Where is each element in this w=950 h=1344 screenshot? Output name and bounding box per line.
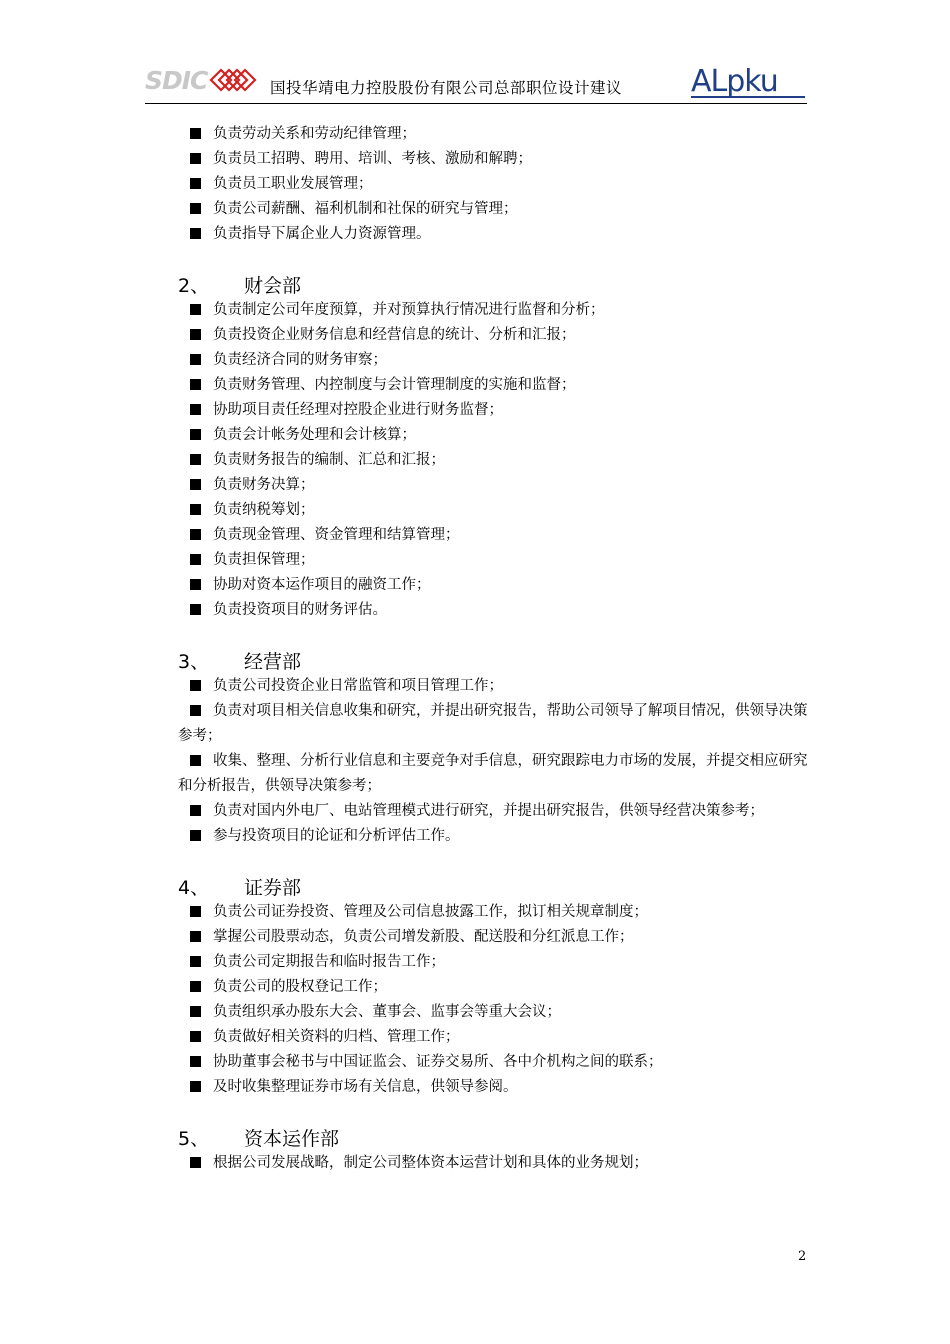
- square-bullet-icon: [190, 755, 201, 766]
- section-list: [178, 900, 810, 1100]
- section-number: 3、: [178, 651, 210, 673]
- list-item: [178, 373, 810, 398]
- section-list: [178, 1151, 810, 1176]
- list-item: [178, 398, 810, 423]
- list-item-text: 负责担保管理；: [213, 552, 315, 568]
- list-item: [178, 222, 810, 247]
- section-number: 4、: [178, 877, 210, 899]
- list-item: [178, 1025, 810, 1050]
- list-item: [178, 197, 810, 222]
- list-item: [178, 122, 810, 147]
- list-item-text: 负责组织承办股东大会、董事会、监事会等重大会议；: [213, 1004, 561, 1020]
- list-item-text: 负责指导下属企业人力资源管理。: [213, 226, 431, 242]
- list-item-text: 负责投资项目的财务评估。: [213, 602, 387, 618]
- square-bullet-icon: [190, 153, 201, 164]
- document-body: [178, 122, 810, 1176]
- list-item-text: 参与投资项目的论证和分析评估工作。: [213, 828, 460, 844]
- list-item: [178, 498, 810, 523]
- square-bullet-icon: [190, 680, 201, 691]
- list-item: [178, 172, 810, 197]
- square-bullet-icon: [190, 479, 201, 490]
- intro-list: [178, 122, 810, 247]
- list-item: [178, 423, 810, 448]
- list-item-text: 负责会计帐务处理和会计核算；: [213, 427, 416, 443]
- sdic-logo-text: SDIC: [145, 66, 208, 95]
- header-rule: [145, 103, 807, 104]
- square-bullet-icon: [190, 981, 201, 992]
- list-item-text: 负责公司薪酬、福利机制和社保的研究与管理；: [213, 201, 518, 217]
- list-item: [178, 950, 810, 975]
- list-item-text: 负责公司定期报告和临时报告工作；: [213, 954, 445, 970]
- sdic-diamond-icon: [207, 66, 257, 94]
- list-item-text: 负责对项目相关信息收集和研究，并提出研究报告，帮助公司领导了解项目情况，供领导决策参考；: [178, 703, 808, 744]
- list-item: [178, 448, 810, 473]
- square-bullet-icon: [190, 329, 201, 340]
- square-bullet-icon: [190, 830, 201, 841]
- square-bullet-icon: [190, 354, 201, 365]
- list-item-text: 负责现金管理、资金管理和结算管理；: [213, 527, 460, 543]
- list-item-text: 负责员工职业发展管理；: [213, 176, 373, 192]
- square-bullet-icon: [190, 178, 201, 189]
- list-item: [178, 1151, 810, 1176]
- square-bullet-icon: [190, 705, 201, 716]
- square-bullet-icon: [190, 579, 201, 590]
- section-list: [178, 298, 810, 623]
- square-bullet-icon: [190, 529, 201, 540]
- list-item: [178, 1050, 810, 1075]
- square-bullet-icon: [190, 1157, 201, 1168]
- list-item: [178, 548, 810, 573]
- list-item: [178, 573, 810, 598]
- list-item: [178, 348, 810, 373]
- list-item: [178, 323, 810, 348]
- list-item-text: 负责财务决算；: [213, 477, 315, 493]
- section-title: 财会部: [244, 275, 302, 297]
- list-item-text: 负责公司的股权登记工作；: [213, 979, 387, 995]
- list-item: [178, 699, 810, 749]
- list-item: [178, 799, 810, 824]
- square-bullet-icon: [190, 554, 201, 565]
- list-item: [178, 925, 810, 950]
- list-item-text: 负责公司投资企业日常监管和项目管理工作；: [213, 678, 503, 694]
- square-bullet-icon: [190, 228, 201, 239]
- list-item-text: 及时收集整理证券市场有关信息，供领导参阅。: [213, 1079, 518, 1095]
- square-bullet-icon: [190, 454, 201, 465]
- square-bullet-icon: [190, 379, 201, 390]
- list-item-text: 负责经济合同的财务审察；: [213, 352, 387, 368]
- square-bullet-icon: [190, 956, 201, 967]
- section-heading: [178, 1127, 810, 1151]
- page-header: [145, 62, 807, 104]
- section-title: 证券部: [244, 877, 302, 899]
- alpku-logo: [691, 66, 805, 100]
- list-item-text: 协助对资本运作项目的融资工作；: [213, 577, 431, 593]
- square-bullet-icon: [190, 1006, 201, 1017]
- list-item-text: 根据公司发展战略，制定公司整体资本运营计划和具体的业务规划；: [213, 1155, 648, 1171]
- square-bullet-icon: [190, 504, 201, 515]
- square-bullet-icon: [190, 404, 201, 415]
- section-heading: [178, 650, 810, 674]
- list-item: [178, 298, 810, 323]
- square-bullet-icon: [190, 203, 201, 214]
- list-item: [178, 598, 810, 623]
- sdic-logo: [145, 64, 260, 96]
- list-item: [178, 1075, 810, 1100]
- list-item: [178, 1000, 810, 1025]
- section-title: 资本运作部: [244, 1128, 340, 1150]
- square-bullet-icon: [190, 128, 201, 139]
- list-item: [178, 674, 810, 699]
- square-bullet-icon: [190, 931, 201, 942]
- list-item: [178, 824, 810, 849]
- list-item: [178, 523, 810, 548]
- sections-container: [178, 274, 810, 1176]
- square-bullet-icon: [190, 805, 201, 816]
- section-number: 5、: [178, 1128, 210, 1150]
- square-bullet-icon: [190, 906, 201, 917]
- list-item-text: 掌握公司股票动态，负责公司增发新股、配送股和分红派息工作；: [213, 929, 634, 945]
- square-bullet-icon: [190, 1056, 201, 1067]
- list-item-text: 负责纳税筹划；: [213, 502, 315, 518]
- square-bullet-icon: [190, 304, 201, 315]
- list-item-text: 负责员工招聘、聘用、培训、考核、激励和解聘；: [213, 151, 532, 167]
- list-item-text: 协助项目责任经理对控股企业进行财务监督；: [213, 402, 503, 418]
- section-heading: [178, 876, 810, 900]
- list-item-text: 负责投资企业财务信息和经营信息的统计、分析和汇报；: [213, 327, 576, 343]
- list-item: [178, 147, 810, 172]
- square-bullet-icon: [190, 429, 201, 440]
- list-item-text: 负责劳动关系和劳动纪律管理；: [213, 126, 416, 142]
- square-bullet-icon: [190, 1031, 201, 1042]
- list-item: [178, 900, 810, 925]
- list-item-text: 收集、整理、分析行业信息和主要竞争对手信息，研究跟踪电力市场的发展，并提交相应研究和分析报告，供领导决策参考；: [178, 753, 808, 794]
- list-item-text: 负责制定公司年度预算，并对预算执行情况进行监督和分析；: [213, 302, 605, 318]
- square-bullet-icon: [190, 1081, 201, 1092]
- page-number: 2: [798, 1249, 807, 1264]
- list-item-text: 负责公司证券投资、管理及公司信息披露工作，拟订相关规章制度；: [213, 904, 648, 920]
- section-number: 2、: [178, 275, 210, 297]
- list-item: [178, 975, 810, 1000]
- section-list: [178, 674, 810, 849]
- list-item: [178, 473, 810, 498]
- square-bullet-icon: [190, 604, 201, 615]
- list-item-text: 负责财务报告的编制、汇总和汇报；: [213, 452, 445, 468]
- list-item-text: 负责财务管理、内控制度与会计管理制度的实施和监督；: [213, 377, 576, 393]
- alpku-logo-text: ALpku: [691, 64, 778, 99]
- list-item: [178, 749, 810, 799]
- section-heading: [178, 274, 810, 298]
- alpku-logo-underline: [691, 96, 805, 98]
- section-title: 经营部: [244, 651, 302, 673]
- list-item-text: 负责对国内外电厂、电站管理模式进行研究，并提出研究报告，供领导经营决策参考；: [213, 803, 764, 819]
- list-item-text: 协助董事会秘书与中国证监会、证券交易所、各中介机构之间的联系；: [213, 1054, 663, 1070]
- document-title: 国投华靖电力控股股份有限公司总部职位设计建议: [270, 79, 623, 97]
- list-item-text: 负责做好相关资料的归档、管理工作；: [213, 1029, 460, 1045]
